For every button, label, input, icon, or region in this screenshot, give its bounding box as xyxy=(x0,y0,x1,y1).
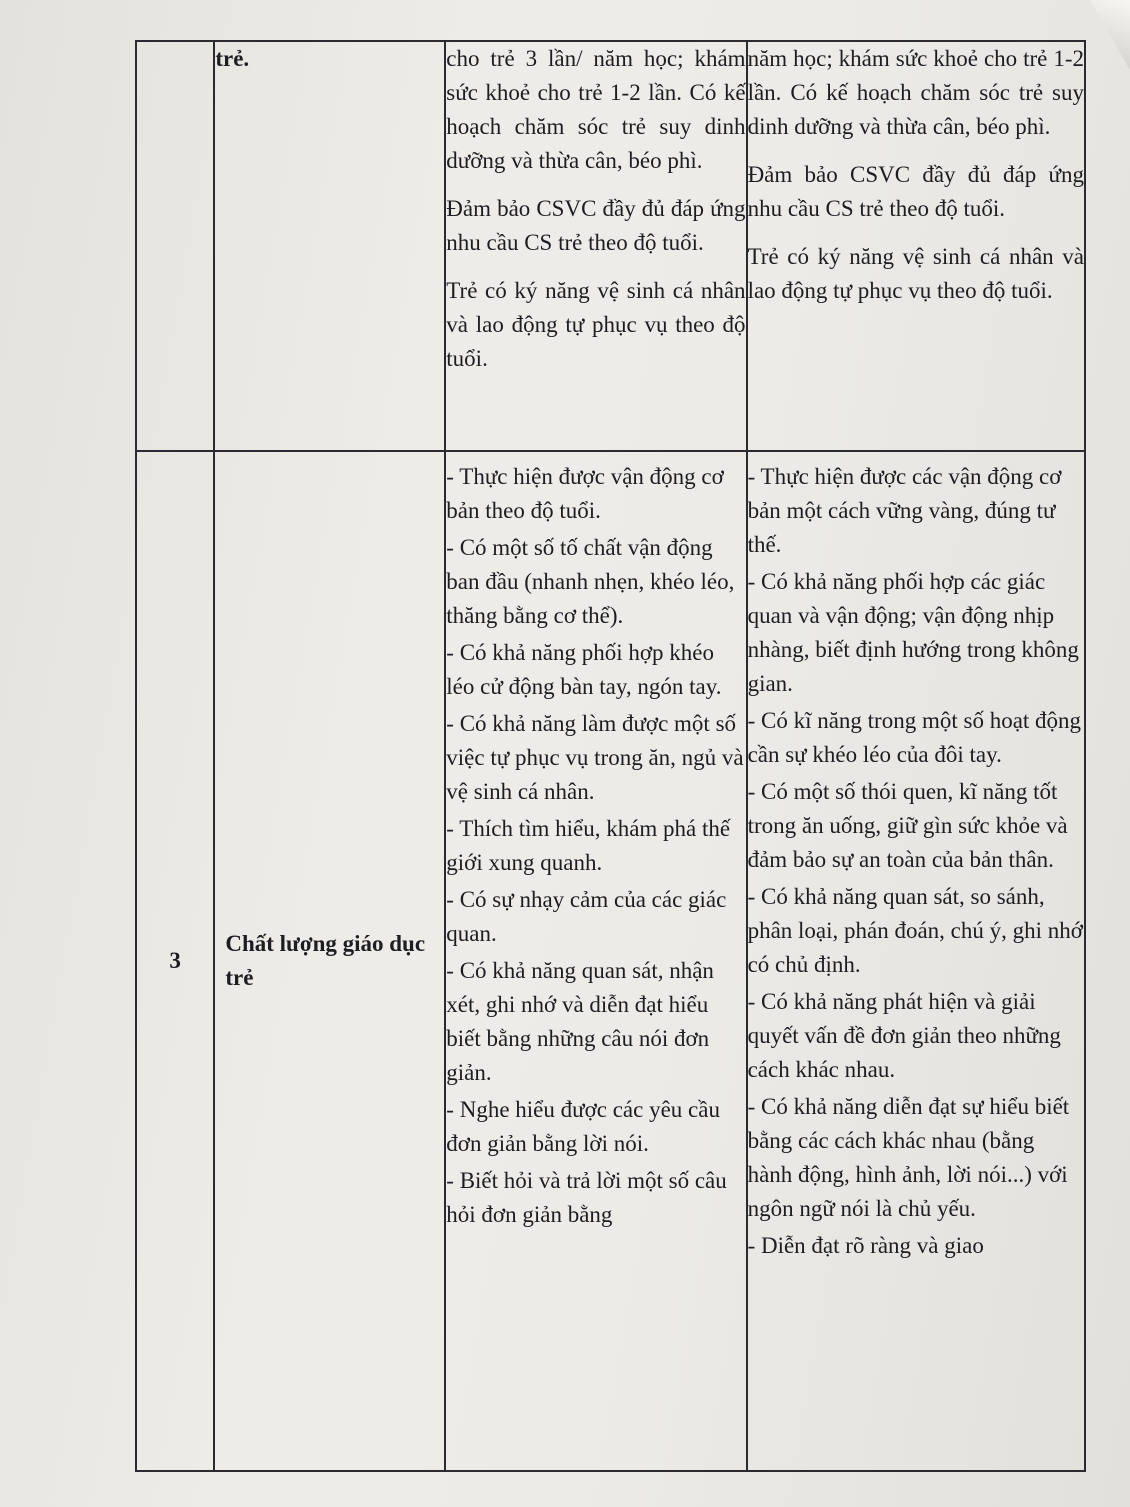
paragraph: Đảm bảo CSVC đầy đủ đáp ứng nhu cầu CS trẻ theo độ tuổi. xyxy=(747,162,1084,221)
list-item: - Có khả năng phối hợp các giác quan và vận động; vận động nhịp nhàng, biết định hướng trong không gian. xyxy=(747,569,1079,696)
requirement-cell xyxy=(445,41,746,451)
list-item: - Có khả năng quan sát, so sánh, phân loại, phán đoán, chú ý, ghi nhớ có chủ định. xyxy=(747,884,1083,977)
list-item: - Biết hỏi và trả lời một số câu hỏi đơn giản bằng xyxy=(446,1168,727,1227)
list-item: - Có một số thói quen, kĩ năng tốt trong ăn uống, giữ gìn sức khỏe và đảm bảo sự an toàn của bản thân. xyxy=(747,779,1068,872)
list-item: - Nghe hiểu được các yêu cầu đơn giản bằng lời nói. xyxy=(446,1097,720,1156)
list-item: - Thực hiện được vận động cơ bản theo độ tuổi. xyxy=(446,464,724,523)
list-item: - Thích tìm hiểu, khám phá thế giới xung quanh. xyxy=(446,816,731,875)
list-item: - Diễn đạt rõ ràng và giao xyxy=(747,1233,984,1258)
list-item: - Có khả năng làm được một số việc tự phục vụ trong ăn, ngủ và vệ sinh cá nhân. xyxy=(446,711,744,804)
requirement-cell xyxy=(445,451,746,1471)
paragraph: Trẻ có ký năng vệ sinh cá nhân và lao động tự phục vụ theo độ tuổi. xyxy=(747,244,1084,303)
criterion-cell xyxy=(214,451,445,1471)
criterion-cell xyxy=(214,41,445,451)
table-row xyxy=(136,41,1085,451)
number-cell xyxy=(136,451,214,1471)
target-cell xyxy=(747,451,1085,1471)
list-item: - Có khả năng diễn đạt sự hiểu biết bằng các cách khác nhau (bằng hành động, hình ảnh, lời nói...) với ngôn ngữ nói là chủ yếu. xyxy=(747,1094,1070,1221)
list-item: - Có kĩ năng trong một số hoạt động cần sự khéo léo của đôi tay. xyxy=(747,708,1082,767)
paragraph: Đảm bảo CSVC đầy đủ đáp ứng nhu cầu CS trẻ theo độ tuổi. xyxy=(446,196,746,255)
row-number: 3 xyxy=(169,948,181,973)
criterion-label: trẻ. xyxy=(215,46,250,71)
paragraph: năm học; khám sức khoẻ cho trẻ 1-2 lần. Có kế hoạch chăm sóc trẻ suy dinh dưỡng và thừa cân, béo phì. xyxy=(747,46,1084,139)
paragraph: cho trẻ 3 lần/ năm học; khám sức khoẻ cho trẻ 1-2 lần. Có kế hoạch chăm sóc trẻ suy dinh dưỡng và thừa cân, béo phì. xyxy=(446,46,746,173)
list-item: - Có khả năng phối hợp khéo léo cử động bàn tay, ngón tay. xyxy=(446,640,722,699)
list-item: - Có khả năng phát hiện và giải quyết vấn đề đơn giản theo những cách khác nhau. xyxy=(747,989,1061,1082)
paragraph: Trẻ có ký năng vệ sinh cá nhân và lao động tự phục vụ theo độ tuổi. xyxy=(446,278,746,371)
number-cell xyxy=(136,41,214,451)
criteria-table xyxy=(135,40,1086,1472)
target-cell xyxy=(747,41,1085,451)
list-item: - Thực hiện được các vận động cơ bản một cách vững vàng, đúng tư thế. xyxy=(747,464,1062,557)
table-row xyxy=(136,451,1085,1471)
criterion-label: Chất lượng giáo dục trẻ xyxy=(225,931,426,990)
list-item: - Có sự nhạy cảm của các giác quan. xyxy=(446,887,727,946)
list-item: - Có khả năng quan sát, nhận xét, ghi nhớ và diễn đạt hiểu biết bằng những câu nói đơn giản. xyxy=(446,958,714,1085)
list-item: - Có một số tố chất vận động ban đầu (nhanh nhẹn, khéo léo, thăng bằng cơ thể). xyxy=(446,535,735,628)
